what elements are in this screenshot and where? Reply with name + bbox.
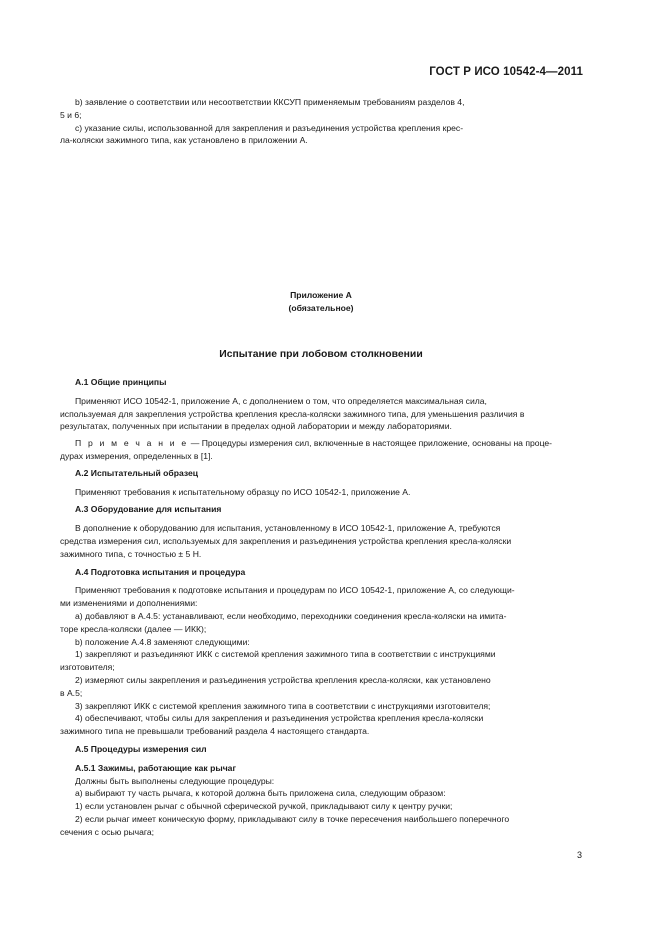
section-a3-heading: А.3 Оборудование для испытания	[75, 504, 222, 515]
a4-item-4-line2: зажимного типа не превышали требований раздела 4 настоящего стандарта.	[60, 726, 370, 737]
annex-heading	[60, 289, 582, 315]
annex-type: (обязательное)	[288, 303, 354, 313]
item-b-line2: 5 и 6;	[60, 109, 82, 120]
top-list	[60, 96, 582, 147]
a4-item-1-line2: изготовителя;	[60, 662, 115, 673]
a4-item-a-line1: а) добавляют в А.4.5: устанавливают, если необходимо, переходники соединения кресла-коляски на имита-	[75, 610, 507, 621]
note-text: — Процедуры измерения сил, включенные в настоящее приложение, основаны на проце-	[188, 438, 553, 449]
section-a5-heading: А.5 Процедуры измерения сил	[75, 743, 207, 754]
a51-item-2-line1: 2) если рычаг имеет коническую форму, прикладывают силу в точке пересечения наибольшего поперечного	[75, 813, 510, 824]
a4-item-1-line1: 1) закрепляют и разъединяют ИКК с системой крепления зажимного типа в соответствии с инструкциями	[75, 649, 496, 660]
standard-header: ГОСТ Р ИСО 10542-4—2011	[429, 66, 583, 78]
a4-item-4-line1: 4) обеспечивают, чтобы силы для закрепления и разъединения устройства крепления кресла-коляски	[75, 713, 484, 724]
a1-note-line1	[60, 437, 582, 450]
a3-line2: средства измерения сил, используемых для закрепления и разъединения устройства крепления кресла-коляски	[60, 535, 512, 546]
annex-label: Приложение А	[290, 290, 352, 300]
a4-line1: Применяют требования к подготовке испытания и процедурам по ИСО 10542-1, приложение А, со следующи-	[75, 585, 515, 596]
a4-item-a-line2: торе кресла-коляски (далее — ИКК);	[60, 623, 207, 634]
item-c-line2: ла-коляски зажимного типа, как установлено в приложении А.	[60, 135, 308, 146]
section-a2-heading: А.2 Испытательный образец	[75, 467, 199, 478]
a1-line2: используемая для закрепления устройства крепления кресла-коляски зажимного типа, для уменьшения различия в	[60, 408, 525, 419]
section-a51-heading: А.5.1 Зажимы, работающие как рычаг	[75, 762, 237, 773]
a3-line3: зажимного типа, с точностью ± 5 Н.	[60, 548, 202, 559]
a4-item-2-line1: 2) измеряют силы закрепления и разъединения устройства крепления кресла-коляски, как установлено	[75, 674, 491, 685]
a1-line1: Применяют ИСО 10542-1, приложение А, с дополнением о том, что определяется максимальная сила,	[75, 395, 487, 406]
a1-note-line2: дурах измерения, определенных в [1].	[60, 450, 213, 461]
a51-item-2-line2: сечения с осью рычага;	[60, 826, 155, 837]
section-a1-heading: А.1 Общие принципы	[75, 377, 167, 387]
a1-line3: результатах, полученных при испытании в пределах одной лаборатории и между лабораториями.	[60, 421, 452, 432]
annex-title: Испытание при лобовом столкновении	[219, 349, 423, 360]
a4-item-3: 3) закрепляют ИКК с системой крепления зажимного типа в соответствии с инструкциями изготовителя;	[75, 700, 491, 711]
annex-body	[60, 376, 582, 839]
section-a4-heading: А.4 Подготовка испытания и процедура	[75, 566, 246, 577]
a4-line2: ми изменениями и дополнениями:	[60, 598, 198, 609]
page-number: 3	[577, 850, 583, 860]
a51-line1: Должны быть выполнены следующие процедуры:	[75, 775, 275, 786]
note-label: П р и м е ч а н и е	[75, 438, 189, 449]
a4-item-b: b) положение А.4.8 заменяют следующими:	[75, 636, 250, 647]
a4-item-2-line2: в А.5;	[60, 687, 83, 698]
item-b-line1: b) заявление о соответствии или несоответствии ККСУП применяемым требованиям разделов 4,	[75, 97, 465, 107]
a51-item-a: а) выбирают ту часть рычага, к которой должна быть приложена сила, следующим образом:	[75, 788, 446, 799]
a51-item-1: 1) если установлен рычаг с обычной сферической ручкой, прикладывают силу к центру ручки;	[75, 801, 453, 812]
a2-line: Применяют требования к испытательному образцу по ИСО 10542-1, приложение А.	[75, 486, 411, 497]
item-c-line1: c) указание силы, использованной для закрепления и разъединения устройства крепления крес-	[75, 122, 464, 133]
a3-line1: В дополнение к оборудованию для испытания, установленному в ИСО 10542-1, приложение А, требуются	[75, 523, 501, 534]
